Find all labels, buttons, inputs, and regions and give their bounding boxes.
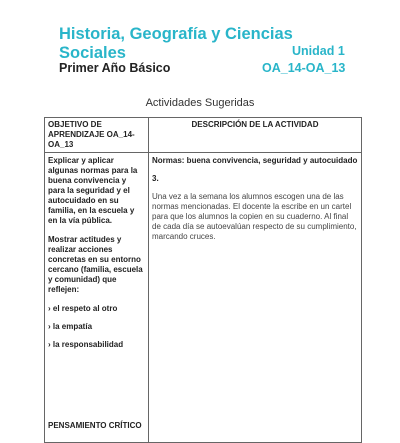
- unit-label: Unidad 1: [292, 44, 345, 58]
- objective-text: Mostrar actitudes y realizar acciones concretas en su entorno cercano (familia, escuela y comunidad) que reflejen:: [48, 235, 143, 294]
- objective-list-item: › el respeto al otro: [48, 304, 118, 313]
- table-row: [45, 153, 362, 443]
- objective-text: Explicar y aplicar algunas normas para la buena convivencia y para la seguridad y el autocuidado en su familia, en la escuela y en la vía pública.: [48, 156, 138, 225]
- oa-code-label: OA_14-OA_13: [262, 61, 346, 75]
- subject-title: Historia, Geografía y Ciencias Sociales: [59, 25, 293, 62]
- critical-thinking-label: PENSAMIENTO CRÍTICO: [48, 421, 142, 430]
- section-heading: Actividades Sugeridas: [145, 97, 255, 109]
- objectives-cell: [45, 153, 149, 443]
- activity-description: Una vez a la semana los alumnos escogen una de las normas mencionadas. El docente la escribe en un cartel para que los alumnos la copien en su cuaderno. Al final de cada día se autoevalúan respecto de su cumplimiento, marcando cruces.: [152, 192, 357, 241]
- grade-label: Primer Año Básico: [59, 61, 171, 75]
- objective-list-item: › la responsabilidad: [48, 340, 124, 349]
- norms-title: Normas: buena convivencia, seguridad y autocuidado: [152, 156, 358, 165]
- objective-list-item: › la empatía: [48, 322, 93, 331]
- activity-table: [44, 117, 362, 443]
- activity-number: 3.: [152, 174, 159, 183]
- objective-column-header: OBJETIVO DE APRENDIZAJE OA_14-OA_13: [45, 118, 149, 153]
- table-header-row: [45, 118, 362, 153]
- description-column-header: DESCRIPCIÓN DE LA ACTIVIDAD: [149, 118, 362, 153]
- description-cell: [149, 153, 362, 443]
